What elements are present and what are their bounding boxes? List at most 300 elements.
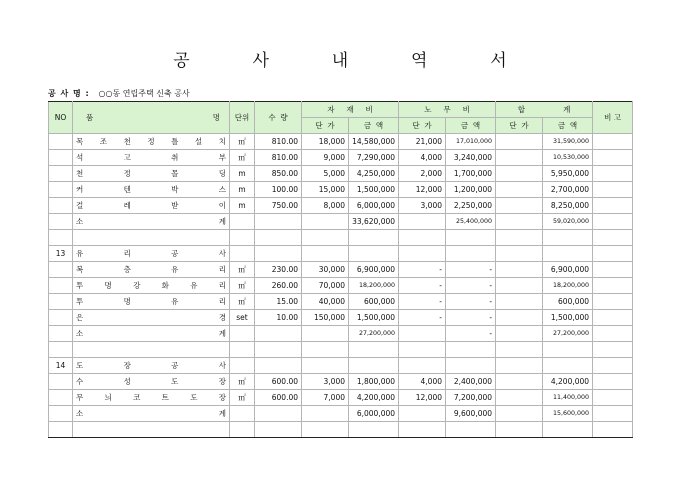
header-total-unit-price: 단 가 (496, 118, 543, 134)
qty-cell (255, 342, 302, 358)
total-amount: 6,900,000 (543, 262, 593, 278)
item-name-text (76, 280, 226, 291)
labor-unit-price (399, 246, 446, 262)
total-unit-price (496, 294, 543, 310)
item-name-text (76, 360, 226, 371)
unit-cell: ㎡ (230, 390, 255, 406)
qty-cell (255, 246, 302, 262)
material-unit-price (302, 358, 349, 374)
material-amount: 6,000,000 (349, 406, 399, 422)
labor-amount: 2,400,000 (446, 374, 496, 390)
header-material-unit-price: 단 가 (302, 118, 349, 134)
remarks-cell (593, 342, 633, 358)
item-name-char: 조 (99, 137, 108, 146)
item-name (73, 214, 230, 230)
qty-cell: 15.00 (255, 294, 302, 310)
total-unit-price (496, 422, 543, 438)
labor-amount: 2,250,000 (446, 198, 496, 214)
item-name-char: 석 (76, 153, 84, 162)
remarks-cell (593, 326, 633, 342)
item-name (73, 134, 230, 150)
total-amount (543, 358, 593, 374)
labor-amount: 9,600,000 (446, 406, 496, 422)
item-name-char: 도 (171, 377, 179, 386)
row-no (49, 182, 73, 198)
item-name-char: 코 (133, 393, 141, 402)
material-amount (349, 230, 399, 246)
table-row (49, 390, 633, 406)
item-name-char: 유 (76, 249, 84, 258)
item-name-char: 이 (218, 201, 226, 210)
total-amount: 5,950,000 (543, 166, 593, 182)
total-amount: 11,400,000 (543, 390, 593, 406)
material-unit-price (302, 230, 349, 246)
material-unit-price (302, 214, 349, 230)
item-name-char: 텐 (123, 185, 131, 194)
material-amount: 4,200,000 (349, 390, 399, 406)
item-name-char: 계 (218, 409, 226, 418)
material-unit-price: 5,000 (302, 166, 349, 182)
total-unit-price (496, 182, 543, 198)
item-name-text (76, 152, 226, 163)
item-name-char: 사 (218, 249, 226, 258)
item-name-text (76, 408, 226, 419)
table-row (49, 166, 633, 182)
remarks-cell (593, 278, 633, 294)
table-row (49, 182, 633, 198)
material-unit-price: 70,000 (302, 278, 349, 294)
qty-cell: 230.00 (255, 262, 302, 278)
remarks-cell (593, 134, 633, 150)
material-amount: 18,200,000 (349, 278, 399, 294)
labor-amount: 7,200,000 (446, 390, 496, 406)
unit-cell: ㎡ (230, 374, 255, 390)
item-name-char: 정 (123, 169, 131, 178)
title-char: 역 (411, 51, 428, 71)
qty-cell: 600.00 (255, 374, 302, 390)
item-name-char: 소 (76, 409, 84, 418)
labor-amount: 25,400,000 (446, 214, 496, 230)
item-name-char: 화 (161, 281, 169, 290)
item-name-char: 강 (133, 281, 141, 290)
labor-amount: 1,200,000 (446, 182, 496, 198)
item-name (73, 166, 230, 182)
table-header (49, 102, 633, 134)
title-char: 사 (252, 51, 269, 71)
material-amount: 4,250,000 (349, 166, 399, 182)
item-name-char: 투 (76, 297, 84, 306)
material-unit-price: 40,000 (302, 294, 349, 310)
unit-cell (230, 326, 255, 342)
unit-cell: m (230, 182, 255, 198)
item-name-char: 명 (123, 297, 131, 306)
total-amount: 18,200,000 (543, 278, 593, 294)
material-unit-price: 18,000 (302, 134, 349, 150)
table-row (49, 150, 633, 166)
title-char: 공 (173, 51, 190, 71)
table-row (49, 358, 633, 374)
item-name-char: 천 (123, 137, 131, 146)
labor-amount (446, 422, 496, 438)
material-unit-price: 3,000 (302, 374, 349, 390)
item-name-char: 성 (123, 377, 131, 386)
labor-unit-price: 12,000 (399, 182, 446, 198)
header-material-amount: 금 액 (349, 118, 399, 134)
total-amount: 31,590,000 (543, 134, 593, 150)
item-name-char: 받 (171, 201, 179, 210)
labor-unit-price: 2,000 (399, 166, 446, 182)
total-unit-price (496, 406, 543, 422)
material-unit-price (302, 422, 349, 438)
total-amount: 600,000 (543, 294, 593, 310)
item-name-char: 천 (76, 169, 84, 178)
remarks-cell (593, 198, 633, 214)
item-name-char: 장 (218, 377, 226, 386)
item-name-char: 사 (218, 361, 226, 370)
material-amount (349, 422, 399, 438)
item-name-char: 공 (171, 361, 179, 370)
qty-cell (255, 422, 302, 438)
labor-unit-price (399, 358, 446, 374)
material-amount: 6,900,000 (349, 262, 399, 278)
labor-amount: - (446, 262, 496, 278)
table-row (49, 198, 633, 214)
material-unit-price (302, 246, 349, 262)
item-name-char: 치 (218, 137, 226, 146)
material-unit-price: 30,000 (302, 262, 349, 278)
row-no (49, 310, 73, 326)
total-unit-price (496, 358, 543, 374)
labor-amount (446, 358, 496, 374)
cost-table (48, 101, 633, 438)
labor-unit-price: 4,000 (399, 374, 446, 390)
unit-cell: ㎡ (230, 134, 255, 150)
row-no: 14 (49, 358, 73, 374)
item-name-char: 취 (171, 153, 179, 162)
item-name-text (76, 376, 226, 387)
item-name-char: 유 (171, 297, 179, 306)
header-total-amount: 금 액 (543, 118, 593, 134)
item-name-char: 소 (76, 217, 84, 226)
labor-unit-price: 21,000 (399, 134, 446, 150)
header-material: 자 재 비 (302, 102, 399, 118)
header-qty: 수 량 (255, 102, 302, 134)
item-name-char: 딩 (218, 169, 226, 178)
row-no (49, 422, 73, 438)
item-name-char: 설 (194, 137, 203, 146)
item-name-text (76, 328, 226, 339)
row-no (49, 374, 73, 390)
item-name-char: 부 (218, 153, 226, 162)
header-unit: 단위 (230, 102, 255, 134)
item-name-char: 고 (123, 153, 131, 162)
item-name-text (76, 392, 226, 403)
qty-cell (255, 214, 302, 230)
item-name-char: 정 (147, 137, 155, 146)
labor-amount: - (446, 294, 496, 310)
material-amount: 27,200,000 (349, 326, 399, 342)
row-no: 13 (49, 246, 73, 262)
material-amount (349, 342, 399, 358)
material-amount: 14,580,000 (349, 134, 399, 150)
item-name-text (76, 296, 226, 307)
table-row (49, 278, 633, 294)
item-name (73, 294, 230, 310)
item-name-char: 걸 (76, 201, 84, 210)
header-no: NO (49, 102, 73, 134)
item-name-char: 층 (123, 265, 131, 274)
labor-amount: 1,700,000 (446, 166, 496, 182)
item-name-char: 무 (76, 393, 84, 402)
table-row (49, 326, 633, 342)
table-row (49, 230, 633, 246)
material-amount: 1,800,000 (349, 374, 399, 390)
remarks-cell (593, 166, 633, 182)
item-name (73, 390, 230, 406)
labor-unit-price (399, 326, 446, 342)
item-name (73, 182, 230, 198)
total-unit-price (496, 134, 543, 150)
remarks-cell (593, 390, 633, 406)
qty-cell: 100.00 (255, 182, 302, 198)
item-name (73, 326, 230, 342)
item-name (73, 278, 230, 294)
item-name-char: 박 (171, 185, 179, 194)
row-no (49, 166, 73, 182)
title-char: 서 (490, 51, 507, 71)
unit-cell: ㎡ (230, 278, 255, 294)
row-no (49, 342, 73, 358)
total-amount (543, 246, 593, 262)
item-name-char: 복 (76, 265, 84, 274)
unit-cell: ㎡ (230, 262, 255, 278)
unit-cell: m (230, 198, 255, 214)
header-item-char: 명 (212, 113, 220, 122)
item-name-char: 리 (218, 281, 226, 290)
labor-amount (446, 246, 496, 262)
item-name-char: 몰 (171, 169, 179, 178)
item-name-char: 경 (218, 313, 226, 322)
row-no (49, 326, 73, 342)
labor-unit-price: - (399, 278, 446, 294)
item-name (73, 342, 230, 358)
total-amount: 2,700,000 (543, 182, 593, 198)
item-name-char: 목 (76, 137, 84, 146)
total-amount (543, 342, 593, 358)
item-name (73, 198, 230, 214)
unit-cell: ㎡ (230, 294, 255, 310)
table-row (49, 342, 633, 358)
unit-cell (230, 230, 255, 246)
row-no (49, 150, 73, 166)
item-name-text (76, 264, 226, 275)
row-no (49, 134, 73, 150)
row-no (49, 406, 73, 422)
item-name-char: 리 (218, 297, 226, 306)
total-amount: 1,500,000 (543, 310, 593, 326)
item-name-char: 유 (171, 265, 179, 274)
item-name (73, 406, 230, 422)
item-name-char: 커 (76, 185, 84, 194)
item-name-char: 늬 (104, 393, 112, 402)
labor-unit-price (399, 342, 446, 358)
item-name-text (76, 248, 226, 259)
qty-cell: 850.00 (255, 166, 302, 182)
item-name (73, 358, 230, 374)
material-amount (349, 358, 399, 374)
item-name (73, 374, 230, 390)
material-unit-price: 8,000 (302, 198, 349, 214)
unit-cell: set (230, 310, 255, 326)
labor-unit-price (399, 214, 446, 230)
total-amount: 4,200,000 (543, 374, 593, 390)
material-unit-price: 7,000 (302, 390, 349, 406)
qty-cell: 750.00 (255, 198, 302, 214)
item-name-char: 계 (218, 329, 226, 338)
total-amount: 59,020,000 (543, 214, 593, 230)
qty-cell: 600.00 (255, 390, 302, 406)
project-label: 공 사 명 : (48, 89, 90, 98)
item-name-char: 은 (76, 313, 84, 322)
material-amount: 600,000 (349, 294, 399, 310)
item-name-char: 소 (76, 329, 84, 338)
remarks-cell (593, 150, 633, 166)
labor-unit-price (399, 422, 446, 438)
labor-unit-price: 3,000 (399, 198, 446, 214)
item-name (73, 230, 230, 246)
labor-unit-price (399, 230, 446, 246)
total-unit-price (496, 150, 543, 166)
material-unit-price (302, 342, 349, 358)
table-body (49, 134, 633, 438)
total-unit-price (496, 246, 543, 262)
material-unit-price (302, 326, 349, 342)
header-item (73, 102, 230, 134)
labor-unit-price: 12,000 (399, 390, 446, 406)
title-char: 내 (331, 51, 349, 71)
item-name-text (76, 184, 226, 195)
labor-amount: 3,240,000 (446, 150, 496, 166)
labor-amount: 17,010,000 (446, 134, 496, 150)
total-unit-price (496, 310, 543, 326)
row-no (49, 278, 73, 294)
material-unit-price: 9,000 (302, 150, 349, 166)
remarks-cell (593, 294, 633, 310)
item-name-char: 리 (123, 249, 131, 258)
row-no (49, 214, 73, 230)
item-name-char: 레 (123, 201, 131, 210)
row-no (49, 198, 73, 214)
item-name-text (76, 312, 226, 323)
qty-cell (255, 230, 302, 246)
qty-cell: 260.00 (255, 278, 302, 294)
remarks-cell (593, 422, 633, 438)
item-name-char: 장 (218, 393, 226, 402)
total-unit-price (496, 230, 543, 246)
header-item-char: 품 (86, 113, 94, 122)
item-name (73, 246, 230, 262)
item-name-char: 유 (190, 281, 198, 290)
row-no (49, 230, 73, 246)
material-amount: 1,500,000 (349, 310, 399, 326)
labor-amount (446, 230, 496, 246)
project-name: ○○동 연립주택 신축 공사 (98, 89, 190, 98)
item-name-char: 스 (218, 185, 226, 194)
header-remarks: 비 고 (593, 102, 633, 134)
total-unit-price (496, 390, 543, 406)
labor-amount (446, 342, 496, 358)
qty-cell (255, 326, 302, 342)
total-amount: 15,600,000 (543, 406, 593, 422)
total-unit-price (496, 278, 543, 294)
total-amount (543, 230, 593, 246)
material-amount: 33,620,000 (349, 214, 399, 230)
qty-cell: 10.00 (255, 310, 302, 326)
item-name (73, 150, 230, 166)
total-amount (543, 422, 593, 438)
item-name-char: 명 (104, 281, 112, 290)
total-unit-price (496, 198, 543, 214)
remarks-cell (593, 246, 633, 262)
remarks-cell (593, 214, 633, 230)
labor-amount: - (446, 326, 496, 342)
unit-cell (230, 422, 255, 438)
qty-cell (255, 406, 302, 422)
unit-cell: ㎡ (230, 150, 255, 166)
item-name-char: 공 (171, 249, 179, 258)
row-no (49, 390, 73, 406)
item-name-text (76, 216, 226, 227)
total-unit-price (496, 342, 543, 358)
header-labor-unit-price: 단 가 (399, 118, 446, 134)
item-name (73, 310, 230, 326)
table-row (49, 214, 633, 230)
total-amount: 8,250,000 (543, 198, 593, 214)
qty-cell: 810.00 (255, 134, 302, 150)
table-row (49, 406, 633, 422)
labor-unit-price: - (399, 294, 446, 310)
remarks-cell (593, 182, 633, 198)
table-row (49, 422, 633, 438)
total-amount: 27,200,000 (543, 326, 593, 342)
material-unit-price (302, 406, 349, 422)
table-row (49, 246, 633, 262)
table-row (49, 262, 633, 278)
material-amount (349, 246, 399, 262)
unit-cell (230, 358, 255, 374)
item-name-text (76, 136, 226, 147)
item-name-char: 도 (76, 361, 84, 370)
project-line (48, 88, 190, 99)
item-name-char: 도 (190, 393, 198, 402)
labor-unit-price: - (399, 262, 446, 278)
labor-unit-price (399, 406, 446, 422)
item-name-char: 수 (76, 377, 84, 386)
unit-cell: m (230, 166, 255, 182)
total-unit-price (496, 326, 543, 342)
item-name-text (76, 168, 226, 179)
labor-amount: - (446, 310, 496, 326)
table-row (49, 374, 633, 390)
item-name-char: 트 (161, 393, 169, 402)
header-total: 합 계 (496, 102, 593, 118)
remarks-cell (593, 374, 633, 390)
table-row (49, 294, 633, 310)
row-no (49, 294, 73, 310)
item-name (73, 262, 230, 278)
unit-cell (230, 342, 255, 358)
table-row (49, 310, 633, 326)
